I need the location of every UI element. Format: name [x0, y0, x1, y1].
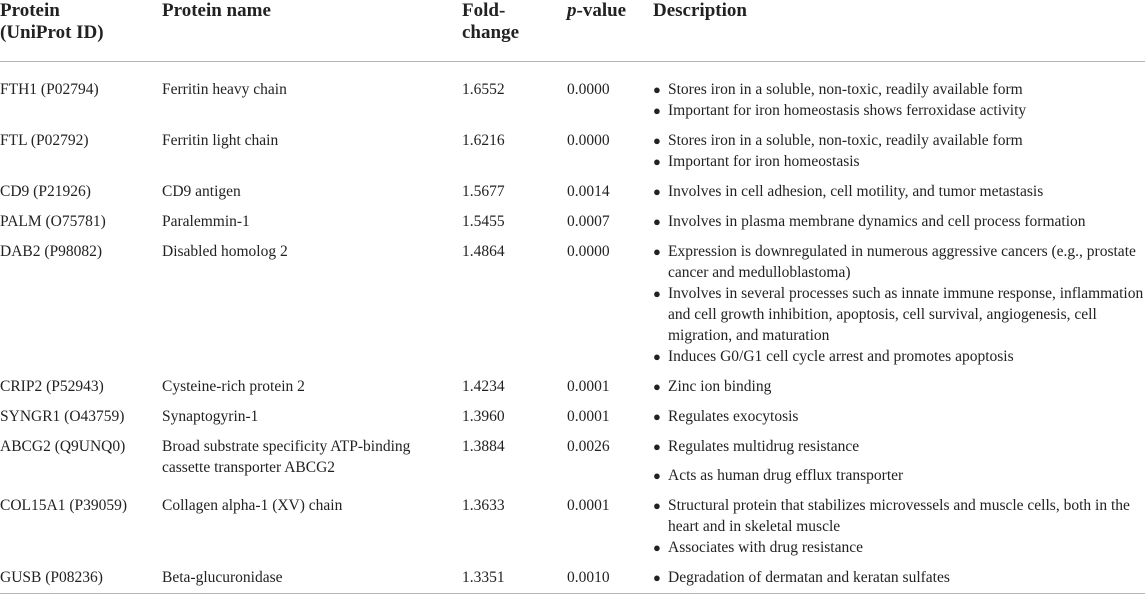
fold-change-cell: 1.3884 — [462, 438, 505, 455]
protein-name-cell: Synaptogyrin-1 — [162, 408, 259, 425]
protein-id-cell: ABCG2 (Q9UNQ0) — [0, 438, 126, 455]
description-item — [653, 130, 1145, 151]
pvalue-cell: 0.0001 — [567, 378, 610, 395]
description-text: Involves in several processes such as innate immune response, inflammation and cell growth inhibition, apoptosis, cell survival, angiogenesis, cell migration, and maturation — [668, 285, 1144, 344]
header-protein-line1: Protein — [0, 0, 60, 21]
bullet-icon: ● — [653, 214, 661, 229]
description-cell — [653, 172, 1145, 202]
bullet-icon: ● — [653, 439, 661, 454]
table-row — [0, 486, 1145, 558]
description-item — [653, 211, 1145, 232]
header-fold-line1: Fold- — [462, 0, 506, 21]
table-header — [0, 0, 1145, 62]
description-list — [653, 79, 1145, 121]
protein-name-cell: Collagen alpha-1 (XV) chain — [162, 497, 343, 514]
description-item — [653, 283, 1145, 346]
description-text: Zinc ion binding — [668, 378, 772, 395]
bullet-icon: ● — [653, 409, 661, 424]
description-item — [653, 346, 1145, 367]
header-description — [653, 0, 1145, 62]
description-item — [653, 567, 1145, 588]
fold-change-cell: 1.3960 — [462, 408, 505, 425]
description-cell — [653, 486, 1145, 558]
pvalue-cell: 0.0000 — [567, 243, 610, 260]
bullet-icon: ● — [653, 184, 661, 199]
description-list — [653, 406, 1145, 427]
pvalue-cell: 0.0010 — [567, 558, 653, 594]
pvalue-cell: 0.0026 — [567, 438, 610, 455]
table-row — [0, 558, 1145, 594]
description-text: Important for iron homeostasis shows ferroxidase activity — [668, 102, 1027, 119]
description-list — [653, 436, 1145, 486]
header-protein-name — [162, 0, 462, 62]
fold-change-cell: 1.6552 — [462, 81, 505, 98]
bullet-icon: ● — [653, 133, 661, 148]
bullet-icon: ● — [653, 379, 661, 394]
protein-name-cell: Broad substrate specificity ATP-binding cassette transporter ABCG2 — [162, 438, 411, 476]
pvalue-cell: 0.0007 — [567, 213, 610, 230]
description-text: Expression is downregulated in numerous aggressive cancers (e.g., prostate cancer and medulloblastoma) — [668, 243, 1136, 281]
description-item — [653, 79, 1145, 100]
header-fold-line2: change — [462, 22, 519, 43]
protein-id-cell: SYNGR1 (O43759) — [0, 408, 125, 425]
description-text: Induces G0/G1 cell cycle arrest and promotes apoptosis — [668, 348, 1014, 365]
protein-id-cell: COL15A1 (P39059) — [0, 497, 128, 514]
protein-name-cell: Ferritin heavy chain — [162, 81, 287, 98]
bullet-icon: ● — [653, 286, 661, 301]
fold-change-cell: 1.5455 — [462, 213, 505, 230]
description-cell — [653, 558, 1145, 594]
description-cell — [653, 367, 1145, 397]
description-list — [653, 495, 1145, 558]
description-item — [653, 151, 1145, 172]
description-list — [653, 376, 1145, 397]
protein-name-cell: Ferritin light chain — [162, 132, 279, 149]
header-fold-change — [462, 0, 567, 62]
description-text: Acts as human drug efflux transporter — [668, 467, 904, 484]
header-pvalue — [567, 0, 653, 62]
description-cell — [653, 427, 1145, 486]
fold-change-cell: 1.3633 — [462, 497, 505, 514]
description-list — [653, 211, 1145, 232]
header-protein-line2: (UniProt ID) — [0, 22, 104, 43]
description-list — [653, 130, 1145, 172]
description-text: Involves in plasma membrane dynamics and cell process formation — [668, 213, 1086, 230]
description-text: Degradation of dermatan and keratan sulfates — [668, 569, 950, 586]
table-row — [0, 172, 1145, 202]
pvalue-cell: 0.0000 — [567, 81, 610, 98]
bullet-icon: ● — [653, 82, 661, 97]
protein-name-cell: Paralemmin-1 — [162, 213, 250, 230]
description-item — [653, 465, 1145, 486]
table-row — [0, 397, 1145, 427]
description-item — [653, 241, 1145, 283]
fold-change-cell: 1.4864 — [462, 243, 505, 260]
protein-name-cell: Disabled homolog 2 — [162, 243, 288, 260]
bullet-icon: ● — [653, 103, 661, 118]
fold-change-cell: 1.6216 — [462, 132, 505, 149]
pvalue-cell: 0.0001 — [567, 408, 610, 425]
bullet-icon: ● — [653, 244, 661, 259]
protein-name-cell: Cysteine-rich protein 2 — [162, 378, 305, 395]
table-body — [0, 62, 1145, 594]
header-description-label: Description — [653, 0, 747, 21]
header-protein-name-label: Protein name — [162, 0, 271, 21]
pvalue-cell: 0.0000 — [567, 132, 610, 149]
bullet-icon: ● — [653, 570, 661, 585]
description-item — [653, 181, 1145, 202]
description-cell — [653, 121, 1145, 172]
table-row — [0, 202, 1145, 232]
description-text: Stores iron in a soluble, non-toxic, readily available form — [668, 81, 1023, 98]
bullet-icon: ● — [653, 468, 661, 483]
table-row — [0, 62, 1145, 122]
bullet-icon: ● — [653, 349, 661, 364]
table-row — [0, 232, 1145, 367]
protein-id-cell: FTL (P02792) — [0, 132, 89, 149]
table-row — [0, 121, 1145, 172]
protein-id-cell: CD9 (P21926) — [0, 183, 91, 200]
fold-change-cell: 1.4234 — [462, 378, 505, 395]
protein-id-cell: GUSB (P08236) — [0, 558, 162, 594]
description-text: Regulates multidrug resistance — [668, 438, 860, 455]
bullet-icon: ● — [653, 154, 661, 169]
table-row — [0, 367, 1145, 397]
protein-name-cell: CD9 antigen — [162, 183, 241, 200]
protein-id-cell: CRIP2 (P52943) — [0, 378, 104, 395]
description-text: Regulates exocytosis — [668, 408, 799, 425]
description-item — [653, 537, 1145, 558]
fold-change-cell: 1.3351 — [462, 558, 567, 594]
protein-id-cell: DAB2 (P98082) — [0, 243, 103, 260]
header-row — [0, 0, 1145, 62]
description-item — [653, 376, 1145, 397]
bullet-icon: ● — [653, 498, 661, 513]
protein-id-cell: PALM (O75781) — [0, 213, 106, 230]
pvalue-cell: 0.0001 — [567, 497, 610, 514]
description-list — [653, 181, 1145, 202]
description-item — [653, 495, 1145, 537]
description-text: Involves in cell adhesion, cell motility, and tumor metastasis — [668, 183, 1044, 200]
description-cell — [653, 232, 1145, 367]
description-item — [653, 436, 1145, 457]
header-pvalue-p: p — [567, 0, 577, 21]
protein-id-cell: FTH1 (P02794) — [0, 81, 99, 98]
header-protein — [0, 0, 162, 62]
protein-name-cell: Beta-glucuronidase — [162, 558, 462, 594]
description-text: Associates with drug resistance — [668, 539, 863, 556]
table-row — [0, 427, 1145, 486]
description-text: Important for iron homeostasis — [668, 153, 860, 170]
description-cell — [653, 62, 1145, 122]
description-item — [653, 100, 1145, 121]
bullet-icon: ● — [653, 540, 661, 555]
description-item — [653, 406, 1145, 427]
description-cell — [653, 397, 1145, 427]
fold-change-cell: 1.5677 — [462, 183, 505, 200]
description-list — [653, 241, 1145, 367]
pvalue-cell: 0.0014 — [567, 183, 610, 200]
description-text: Structural protein that stabilizes microvessels and muscle cells, both in the heart and in skeletal muscle — [668, 497, 1130, 535]
header-pvalue-rest: -value — [576, 0, 627, 21]
description-cell — [653, 202, 1145, 232]
description-text: Stores iron in a soluble, non-toxic, readily available form — [668, 132, 1023, 149]
description-list — [653, 567, 1145, 588]
